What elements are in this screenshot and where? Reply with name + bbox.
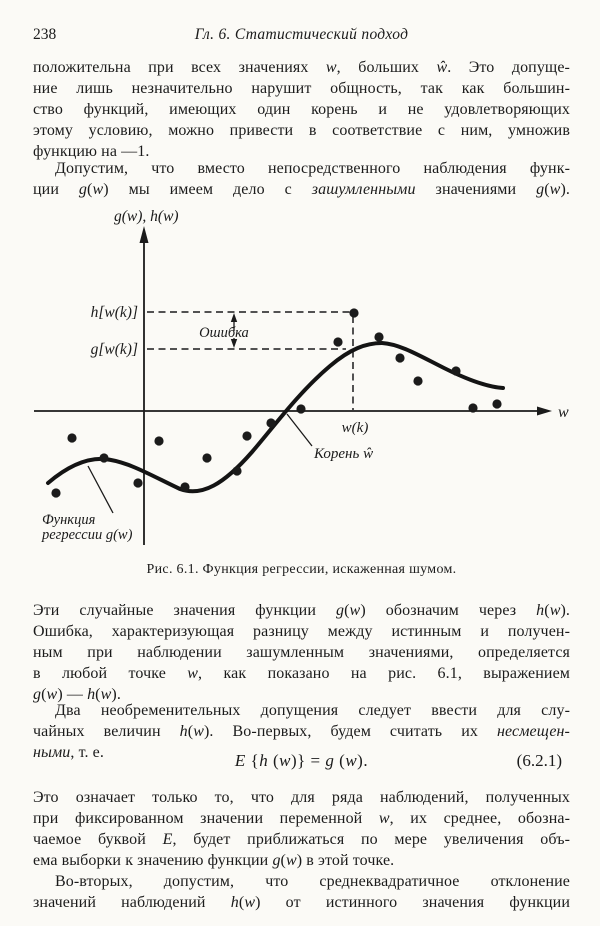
x-axis-label: w: [558, 404, 569, 421]
text-line: ство функций, имеющих один корень и не удовлетворяющих: [33, 101, 570, 118]
page-number: 238: [33, 26, 57, 43]
text-line: значений наблюдений h(w) от истинного значения функции: [33, 894, 571, 911]
data-point: [451, 366, 460, 375]
regression-label-line1: Функция: [42, 512, 96, 528]
text-line: g(w) — h(w).: [33, 686, 121, 703]
paragraph: [33, 600, 570, 705]
data-point: [395, 353, 404, 362]
text-line: ема выборки к значению функции g(w) в этой точке.: [33, 852, 395, 869]
equation-number: (6.2.1): [516, 751, 562, 770]
data-point: [468, 403, 477, 412]
text-line: Два необременительных допущения следует ввести для слу-: [55, 702, 570, 719]
h-wk-label: h[w(k)]: [90, 304, 138, 321]
regression-pointer-line: [88, 466, 113, 513]
g-wk-label: g[w(k)]: [90, 341, 138, 358]
root-label: Корень ŵ: [314, 446, 374, 462]
text-line: ции g(w) мы имеем дело с зашумленными значениями g(w).: [33, 181, 570, 198]
error-label: Ошибка: [199, 325, 249, 341]
text-line: Это означает только то, что для ряда наблюдений, полученных: [33, 789, 570, 806]
text-line: этому условию, можно привести в соответствие с ним, умножив: [33, 122, 570, 139]
text-line: Во-вторых, допустим, что среднеквадратичное отклонение: [55, 873, 570, 890]
data-point: [349, 308, 358, 317]
y-axis-arrowhead-icon: [140, 226, 149, 243]
text-line: Допустим, что вместо непосредственного наблюдения функ-: [55, 160, 570, 177]
data-point: [413, 376, 422, 385]
data-point: [133, 478, 142, 487]
root-pointer-line: [287, 414, 312, 446]
text-line: ными, т. е.: [33, 744, 104, 761]
data-point: [374, 332, 383, 341]
y-axis-label: g(w), h(w): [114, 208, 179, 225]
data-point: [333, 337, 342, 346]
data-point: [51, 488, 60, 497]
data-point: [180, 482, 189, 491]
data-point: [67, 433, 76, 442]
text-line: при фиксированном значении переменной w, их среднее, обозна-: [33, 810, 570, 827]
figure-6-1: [0, 198, 600, 558]
x-axis-arrowhead-icon: [537, 407, 552, 416]
text-line: ным при наблюдении зашумленным значениями, определяется: [33, 644, 570, 661]
wk-label: w(k): [341, 420, 369, 436]
data-point: [202, 453, 211, 462]
text-line: положительна при всех значениях w, больших ŵ. Это допуще-: [33, 59, 570, 76]
text-line: функцию на —1.: [33, 143, 150, 160]
paragraph: [33, 871, 570, 913]
running-title: Гл. 6. Статистический подход: [194, 26, 409, 43]
data-point: [242, 431, 251, 440]
data-point: [232, 466, 241, 475]
text-line: в любой точке w, как показано на рис. 6.1, выражением: [33, 665, 570, 682]
data-point: [266, 418, 275, 427]
figure-caption: Рис. 6.1. Функция регрессии, искаженная шумом.: [146, 562, 457, 577]
paragraph: [33, 787, 570, 871]
data-point: [99, 453, 108, 462]
data-point: [492, 399, 501, 408]
figure-points: [51, 308, 501, 497]
text-line: ние лишь незначительно нарушит общность, так как большин-: [33, 80, 570, 97]
regression-label-line2: регрессии g(w): [42, 527, 133, 543]
paragraph: [33, 57, 570, 162]
data-point: [296, 404, 305, 413]
paragraph: [33, 158, 570, 200]
error-arrow-up-head-icon: [231, 313, 237, 322]
equation: E {h (w)} = g (w).: [234, 751, 369, 770]
text-line: чайных величин h(w). Во-первых, будем считать их несмещен-: [33, 723, 570, 740]
text-line: Ошибка, характеризующая разницу между истинным и получен-: [33, 623, 570, 640]
text-line: чаемое буквой E, будет приближаться по мере увеличения объ-: [33, 831, 570, 848]
equation-row: [33, 751, 570, 777]
regression-curve: [48, 343, 503, 491]
data-point: [154, 436, 163, 445]
text-line: Эти случайные значения функции g(w) обозначим через h(w).: [33, 602, 570, 619]
